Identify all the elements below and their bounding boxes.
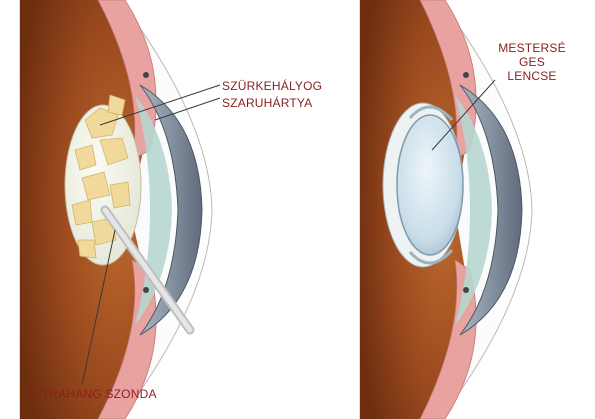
label-cataract: SZÜRKEHÁLYOG [222,79,323,93]
label-artificial-lens-line1: MESTERSÉ [498,41,566,55]
label-artificial-lens-line3: LENCSE [507,69,557,83]
right-marker-top [463,72,469,78]
label-artificial-lens-line2: GES [519,55,545,69]
left-eye-cataract [20,0,212,419]
left-marker-top [143,72,149,78]
label-artificial-lens [493,41,571,83]
left-marker-bottom [143,287,149,293]
artificial-lens-optic [397,115,463,255]
right-marker-bottom [463,287,469,293]
label-cornea: SZARUHÁRTYA [222,96,313,110]
label-ultrasound-probe: ULTRAHANG SZONDA [27,387,157,401]
